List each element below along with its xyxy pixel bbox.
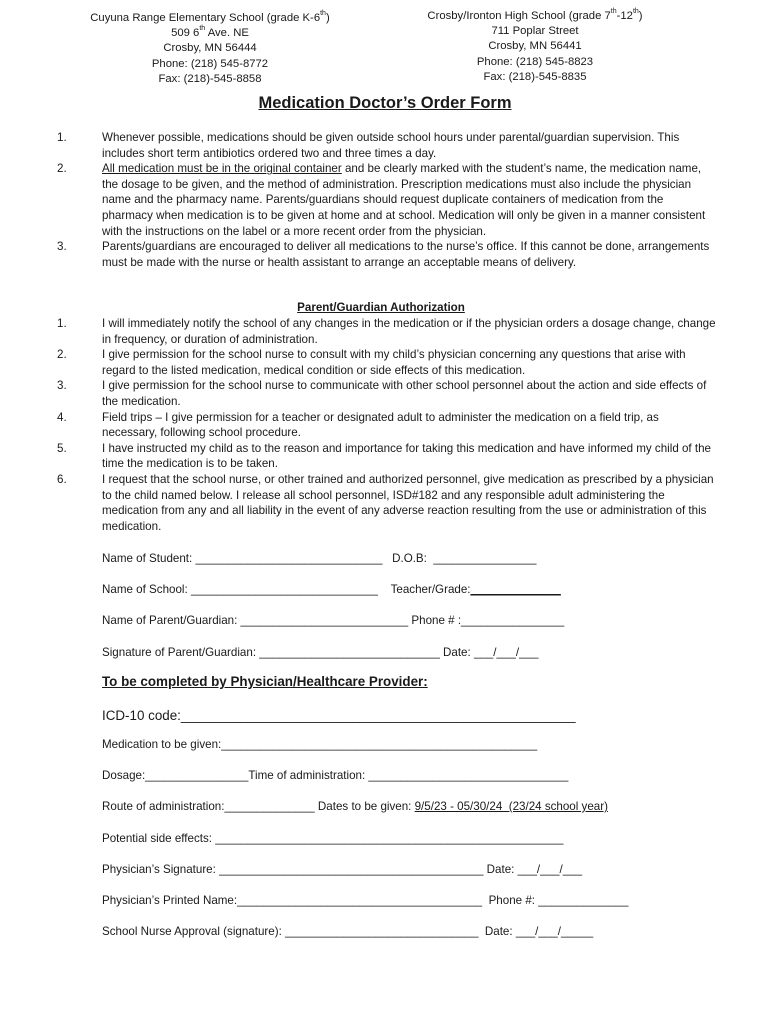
school-teacher-field[interactable]: Name of School: _____________________________ Teacher/Grade:______________ (102, 583, 561, 596)
authorization-number: 1. (57, 317, 67, 330)
policy-text: Whenever possible, medications should be given outside school hours under parental/guardian supervision. This includes short term antibiotics ordered two and three times a day. (102, 131, 680, 160)
policy-item (57, 161, 717, 239)
policy-text: and be clearly marked with the student’s name, the medication name, the dosage to be given, and the method of administration. Prescription medications must also include the physician name and the pharmacy name. Parents/guardians should request duplicate containers of medication from the pharmacy when medication is to be given at home and at school. Medication will only be given in a manner consistent with the instructions on the label or a more recent order from the physician. (102, 162, 706, 238)
elementary-school-address: 509 6th Ave. NE (171, 25, 249, 40)
physician-section-title: To be completed by Physician/Healthcare Provider: (102, 674, 428, 689)
elementary-school-fax: Fax: (218)-545-8858 (158, 72, 262, 85)
policy-number: 2. (57, 162, 67, 176)
authorization-text: I will immediately notify the school of any changes in the medication or if the physician orders a dosage change, change in frequency, or duration of administration. (102, 317, 716, 346)
nurse-approval-field[interactable]: School Nurse Approval (signature): ______________________________ Date: ___/___/_____ (102, 925, 594, 938)
route-dates-field[interactable]: Route of administration:______________ Dates to be given: 9/5/23 - 05/30/24 (23/24 school year) (102, 800, 608, 813)
policy-item (57, 239, 717, 270)
authorization-title: Parent/Guardian Authorization (297, 301, 465, 314)
authorization-item (57, 472, 717, 534)
form-title: Medication Doctor’s Order Form (258, 94, 512, 112)
policy-text: Parents/guardians are encouraged to deliver all medications to the nurse’s office. If this cannot be done, arrangements must be made with the nurse or health assistant to arrange an acceptable means of delivery. (102, 240, 710, 269)
dosage-time-field[interactable]: Dosage:________________Time of administration: _______________________________ (102, 769, 569, 782)
physician-printed-name-field[interactable]: Physician’s Printed Name:______________________________________ Phone #: ______________ (102, 894, 629, 907)
authorization-text: I request that the school nurse, or other trained and authorized personnel, give medication as prescribed by a physician to the child named below. I release all school personnel, ISD#182 and any responsible adult administering the medication from any and all liability in the event of any adverse reaction resulting from the use or administration of this medication. (102, 472, 714, 533)
policy-number: 1. (57, 131, 67, 144)
high-school-address: 711 Poplar Street (491, 25, 579, 38)
authorization-item (57, 316, 717, 347)
authorization-number: 5. (57, 441, 67, 455)
authorization-item (57, 347, 717, 378)
physician-signature-field[interactable]: Physician’s Signature: _________________________________________ Date: ___/___/___ (102, 863, 583, 876)
high-school-fax: Fax: (218)-545-8835 (483, 70, 587, 83)
high-school-phone: Phone: (218) 545-8823 (476, 55, 594, 68)
parent-name-phone-field[interactable]: Name of Parent/Guardian: __________________________ Phone # :________________ (102, 614, 565, 627)
policy-list (57, 130, 717, 270)
authorization-item (57, 441, 717, 472)
authorization-text: I give permission for the school nurse to communicate with other school personnel about the action and side effects of the medication. (102, 379, 707, 408)
side-effects-field[interactable]: Potential side effects: ______________________________________________________ (102, 832, 564, 845)
elementary-school-city: Crosby, MN 56444 (163, 42, 257, 55)
parent-signature-field[interactable]: Signature of Parent/Guardian: ____________________________ Date: ___/___/___ (102, 646, 539, 659)
medication-field[interactable]: Medication to be given:_________________________________________________ (102, 738, 538, 751)
authorization-item (57, 410, 717, 441)
authorization-item (57, 378, 717, 409)
student-name-dob-field[interactable]: Name of Student: _____________________________ D.O.B: ________________ (102, 552, 537, 565)
high-school-name: Crosby/Ironton High School (grade 7th-12th) (427, 8, 643, 22)
authorization-number: 6. (57, 472, 67, 486)
elementary-school-block (70, 11, 350, 87)
high-school-city: Crosby, MN 56441 (488, 40, 582, 53)
policy-item (57, 130, 717, 161)
elementary-school-phone: Phone: (218) 545-8772 (151, 57, 269, 70)
authorization-number: 2. (57, 348, 67, 362)
high-school-block (405, 9, 665, 85)
authorization-number: 3. (57, 379, 67, 393)
icd-code-field[interactable]: ICD-10 code:_____________________________________________________ (102, 708, 576, 723)
elementary-school-name: Cuyuna Range Elementary School (grade K-6th) (90, 10, 330, 24)
authorization-list (57, 316, 717, 534)
authorization-text: I have instructed my child as to the reason and importance for taking this medication and have informed my child of the time the medication is to be taken. (102, 441, 711, 471)
authorization-text: I give permission for the school nurse to consult with my child’s physician concerning any questions that arise with regard to the listed medication, medical condition or side effects of this medication. (102, 348, 686, 377)
authorization-number: 4. (57, 410, 67, 424)
policy-number: 3. (57, 240, 67, 254)
policy-emphasis: All medication must be in the original container (102, 162, 342, 176)
authorization-text: Field trips – I give permission for a teacher or designated adult to administer the medication on a field trip, as necessary, following school procedure. (102, 410, 659, 440)
